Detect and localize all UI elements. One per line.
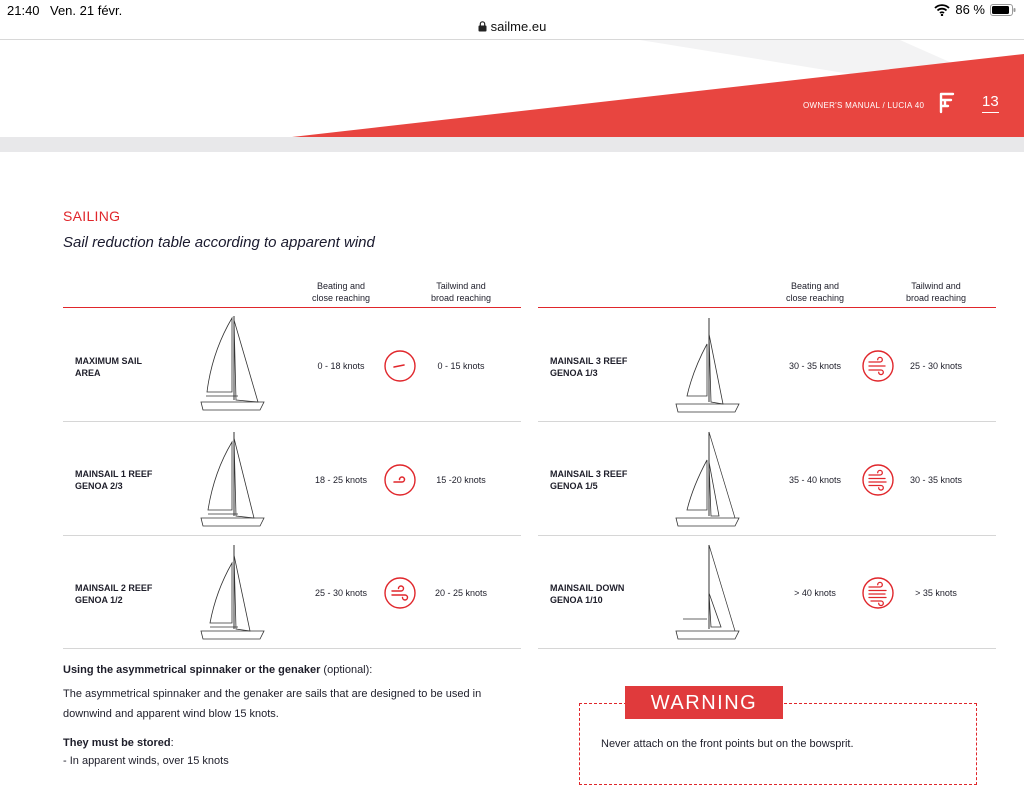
- address-bar[interactable]: [0, 19, 1024, 34]
- page-title: Sail reduction table according to apparent wind: [63, 234, 375, 251]
- header-rule: [538, 307, 996, 308]
- tailwind-range: 30 - 35 knots: [909, 475, 963, 485]
- warning-title: WARNING: [625, 686, 783, 719]
- row-divider: [63, 535, 521, 536]
- col-header-line: close reaching: [311, 293, 371, 303]
- header-rule: [63, 307, 521, 308]
- storage-heading: [63, 737, 174, 749]
- sailboat-mainsail-down-icon: [673, 541, 743, 643]
- document-header: [0, 40, 1024, 152]
- tailwind-range: 20 - 25 knots: [434, 588, 488, 598]
- header-band: [0, 40, 1024, 152]
- beating-range: 25 - 30 knots: [314, 588, 368, 598]
- beating-range: 30 - 35 knots: [788, 361, 842, 371]
- label-line: MAINSAIL 1 REEF: [75, 469, 153, 479]
- sail-config-label: [550, 582, 624, 606]
- warning-text: Never attach on the front points but on the bowsprit.: [601, 738, 854, 750]
- battery-icon: [990, 4, 1016, 16]
- label-line: GENOA 1/2: [75, 595, 123, 605]
- spinnaker-heading-rest: (optional):: [320, 664, 373, 676]
- sail-config-label: [75, 355, 142, 379]
- sailboat-reef-3-icon: [673, 314, 743, 416]
- col-header-tailwind: [406, 280, 516, 304]
- label-line: MAINSAIL 3 REEF: [550, 356, 628, 366]
- label-line: GENOA 2/3: [75, 481, 123, 491]
- beating-range: 35 - 40 knots: [788, 475, 842, 485]
- col-header-line: Beating and: [790, 281, 840, 291]
- label-line: AREA: [75, 368, 101, 378]
- storage-heading-bold: They must be stored: [63, 737, 171, 749]
- sail-config-label: [550, 355, 627, 379]
- tailwind-range: 25 - 30 knots: [909, 361, 963, 371]
- brand-logo-icon: [938, 92, 956, 114]
- page-number: 13: [982, 93, 999, 113]
- sail-config-label: [75, 582, 152, 606]
- sailboat-reef-1-icon: [198, 428, 268, 530]
- wifi-icon: [934, 4, 950, 16]
- col-header-line: Tailwind and: [911, 281, 961, 291]
- battery-level: 86 %: [955, 2, 985, 17]
- storage-heading-rest: :: [170, 737, 174, 749]
- row-divider: [538, 535, 996, 536]
- row-divider: [538, 648, 996, 649]
- storage-bullet: - In apparent winds, over 15 knots: [63, 755, 229, 767]
- url-text: sailme.eu: [490, 19, 547, 34]
- lock-icon: [478, 21, 487, 32]
- spinnaker-heading: [63, 664, 372, 676]
- manual-title: OWNER'S MANUAL / LUCIA 40: [803, 101, 925, 110]
- tailwind-range: > 35 knots: [915, 588, 957, 598]
- col-header-line: Beating and: [316, 281, 366, 291]
- col-header-beating: [760, 280, 870, 304]
- status-icons: [934, 2, 1016, 17]
- beating-range: 18 - 25 knots: [314, 475, 368, 485]
- section-title: SAILING: [63, 208, 121, 224]
- sailboat-reef-3b-icon: [673, 428, 743, 530]
- beating-range: > 40 knots: [794, 588, 836, 598]
- spinnaker-heading-bold: Using the asymmetrical spinnaker or the genaker: [63, 664, 321, 676]
- tailwind-range: 0 - 15 knots: [437, 361, 485, 371]
- beating-range: 0 - 18 knots: [317, 361, 365, 371]
- sailboat-full-sail-icon: [198, 312, 268, 414]
- status-bar: [0, 0, 1024, 40]
- label-line: MAXIMUM SAIL: [75, 356, 142, 366]
- label-line: MAINSAIL 2 REEF: [75, 583, 153, 593]
- label-line: GENOA 1/5: [550, 481, 598, 491]
- sailboat-reef-2-icon: [198, 541, 268, 643]
- sail-config-label: [75, 468, 152, 492]
- spinnaker-paragraph-line: The asymmetrical spinnaker and the genaker are sails that are designed to be used in: [63, 688, 482, 700]
- label-line: MAINSAIL 3 REEF: [550, 469, 628, 479]
- row-divider: [538, 421, 996, 422]
- col-header-line: close reaching: [785, 293, 845, 303]
- label-line: MAINSAIL DOWN: [550, 583, 625, 593]
- col-header-line: broad reaching: [430, 293, 492, 303]
- date: Ven. 21 févr.: [50, 3, 123, 18]
- col-header-beating: [286, 280, 396, 304]
- col-header-line: Tailwind and: [436, 281, 486, 291]
- row-divider: [63, 648, 521, 649]
- col-header-tailwind: [881, 280, 991, 304]
- sail-config-label: [550, 468, 627, 492]
- spinnaker-paragraph-line: downwind and apparent wind blow 15 knots.: [63, 708, 279, 720]
- col-header-line: broad reaching: [905, 293, 967, 303]
- row-divider: [63, 421, 521, 422]
- label-line: GENOA 1/3: [550, 368, 598, 378]
- clock: 21:40: [7, 3, 40, 18]
- label-line: GENOA 1/10: [550, 595, 603, 605]
- tailwind-range: 15 -20 knots: [436, 475, 486, 485]
